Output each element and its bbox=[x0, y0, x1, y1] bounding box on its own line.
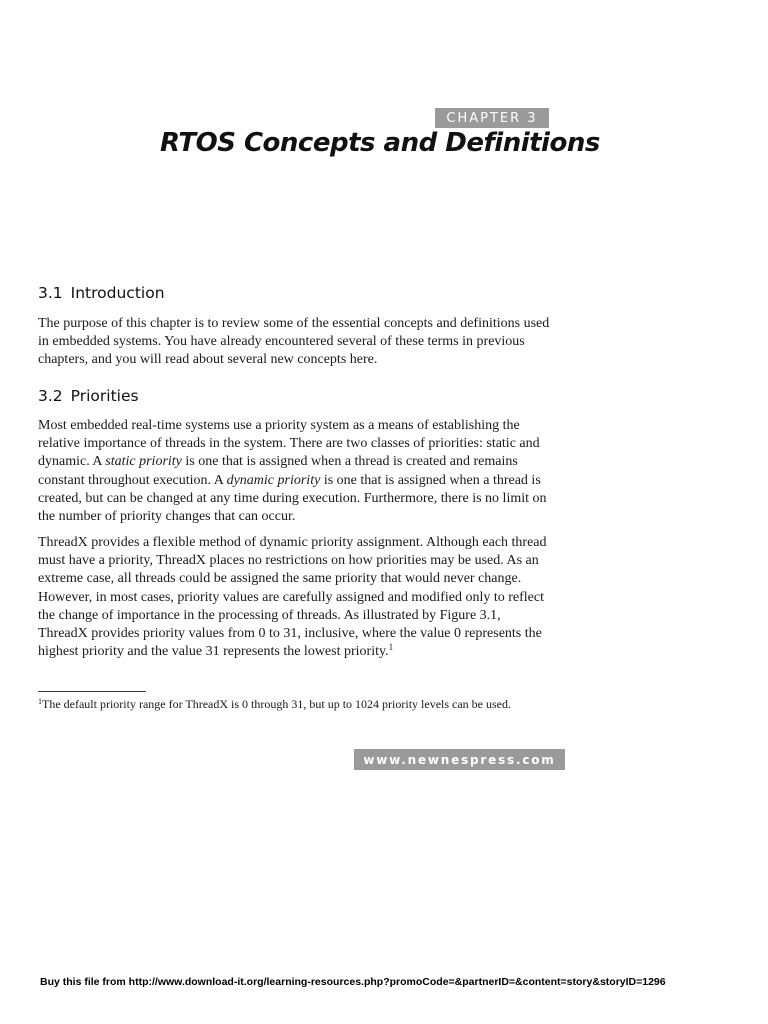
publisher-url-badge[interactable]: www.newnespress.com bbox=[354, 749, 565, 770]
section-heading-priorities bbox=[38, 387, 139, 405]
section-number: 3.2 bbox=[38, 387, 63, 405]
section-heading-introduction bbox=[38, 284, 165, 302]
priorities-paragraph-1 bbox=[38, 417, 550, 526]
footnote-divider bbox=[38, 691, 146, 692]
footnote bbox=[38, 697, 578, 712]
buy-file-link[interactable]: Buy this file from http://www.download-it.org/learning-resources.php?promoCode=&partnerID=&content=story&storyID=1296 bbox=[40, 976, 666, 988]
section-title: Introduction bbox=[70, 284, 165, 302]
footnote-reference[interactable]: 1 bbox=[388, 642, 394, 653]
section-title: Priorities bbox=[70, 387, 139, 405]
footnote-marker: 1 bbox=[38, 697, 42, 706]
section-number: 3.1 bbox=[38, 284, 63, 302]
term-static-priority: static priority bbox=[105, 454, 182, 470]
footnote-text: The default priority range for ThreadX is 0 through 31, but up to 1024 priority levels can be used. bbox=[42, 697, 511, 711]
introduction-paragraph: The purpose of this chapter is to review some of the essential concepts and definitions used in embedded systems. You have already encountered several of these terms in previous chapters, and you will read about several new concepts here. bbox=[38, 316, 550, 368]
paragraph-text: is one that is assigned when a thread is created, but can be changed at any time during execution. Furthermore, there is no limit on the number of priority changes that can occur. bbox=[38, 472, 547, 525]
term-dynamic-priority: dynamic priority bbox=[226, 472, 321, 488]
paragraph-text: ThreadX provides a flexible method of dynamic priority assignment. Although each thread must have a priority, ThreadX places no restrictions on how priorities may be used. As an extreme case, all threads could be assigned the same priority that would never change. However, in most cases, priority values are carefully assigned and modified only to reflect the change of importance in the processing of threads. As illustrated by Figure 3.1, ThreadX provides priority values from 0 to 31, inclusive, where the value 0 represents the highest priority and the value 31 represents the lowest priority. bbox=[38, 535, 547, 660]
chapter-title: RTOS Concepts and Definitions bbox=[160, 128, 600, 158]
paragraph-text: Most embedded real-time systems use a priority system as a means of establishing the relative importance of threads in the system. There are two classes of priorities: static and dynamic. A bbox=[38, 418, 540, 470]
chapter-label: CHAPTER 3 bbox=[435, 108, 549, 128]
priorities-paragraph-2 bbox=[38, 534, 550, 661]
paragraph-text: is one that is assigned when a thread is created and remains constant throughout execution. A bbox=[38, 454, 518, 488]
